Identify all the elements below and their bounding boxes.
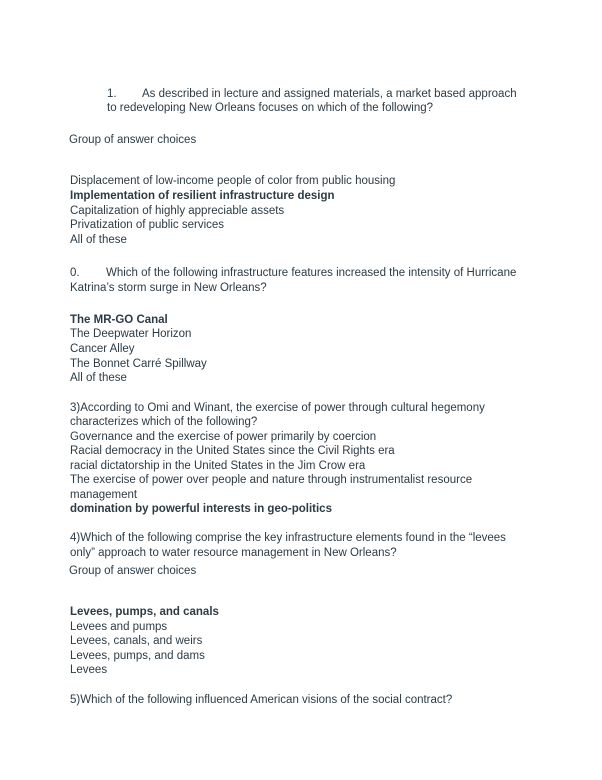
question-3-text-line-2: characterizes which of the following? (70, 416, 258, 428)
group-label: Group of answer choices (69, 134, 197, 146)
question-2-text-line-2: Katrina’s storm surge in New Orleans? (70, 282, 267, 294)
question-4-text-line-2: only” approach to water resource management in New Orleans? (70, 547, 397, 559)
answer-choice[interactable]: Privatization of public services (70, 219, 225, 231)
answer-choice[interactable]: Levees, pumps, and dams (70, 650, 205, 662)
answer-choice[interactable]: Levees and pumps (70, 621, 168, 633)
answer-choice[interactable]: The exercise of power over people and nature through instrumentalist resource (70, 474, 473, 486)
question-5-text-line-1: 5)Which of the following influenced American visions of the social contract? (70, 694, 453, 706)
question-3-text-line-1: 3)According to Omi and Winant, the exercise of power through cultural hegemony (70, 402, 485, 414)
answer-choice-selected[interactable]: The MR-GO Canal (70, 314, 168, 326)
question-2-number: 0. (70, 267, 80, 279)
answer-choice[interactable]: Displacement of low-income people of color from public housing (70, 175, 396, 187)
question-1-number: 1. (107, 88, 117, 100)
answer-choice[interactable]: The Deepwater Horizon (70, 328, 192, 340)
answer-choice[interactable]: The Bonnet Carré Spillway (70, 358, 207, 370)
question-1-text-line-1: As described in lecture and assigned materials, a market based approach (142, 88, 517, 100)
answer-choice[interactable]: All of these (70, 234, 127, 246)
answer-choice[interactable]: Governance and the exercise of power primarily by coercion (70, 431, 377, 443)
answer-choice-continuation[interactable]: management (70, 489, 138, 501)
answer-choice-selected[interactable]: Implementation of resilient infrastructure design (70, 190, 335, 202)
answer-choice[interactable]: Levees, canals, and weirs (70, 635, 203, 647)
question-4-text-line-1: 4)Which of the following comprise the key infrastructure elements found in the “levees (70, 532, 506, 544)
answer-choice[interactable]: Racial democracy in the United States since the Civil Rights era (70, 445, 395, 457)
answer-choice[interactable]: Cancer Alley (70, 343, 135, 355)
answer-choice[interactable]: Capitalization of highly appreciable assets (70, 205, 285, 217)
answer-choice[interactable]: Levees (70, 664, 108, 676)
answer-choice[interactable]: All of these (70, 372, 127, 384)
question-1-text-line-2: to redeveloping New Orleans focuses on which of the following? (107, 102, 434, 114)
answer-choice[interactable]: racial dictatorship in the United States in the Jim Crow era (70, 460, 366, 472)
question-2-text-line-1: Which of the following infrastructure features increased the intensity of Hurricane (106, 267, 517, 279)
group-label: Group of answer choices (69, 565, 197, 577)
answer-choice-selected[interactable]: Levees, pumps, and canals (70, 606, 219, 618)
answer-choice-selected[interactable]: domination by powerful interests in geo-politics (70, 503, 332, 515)
